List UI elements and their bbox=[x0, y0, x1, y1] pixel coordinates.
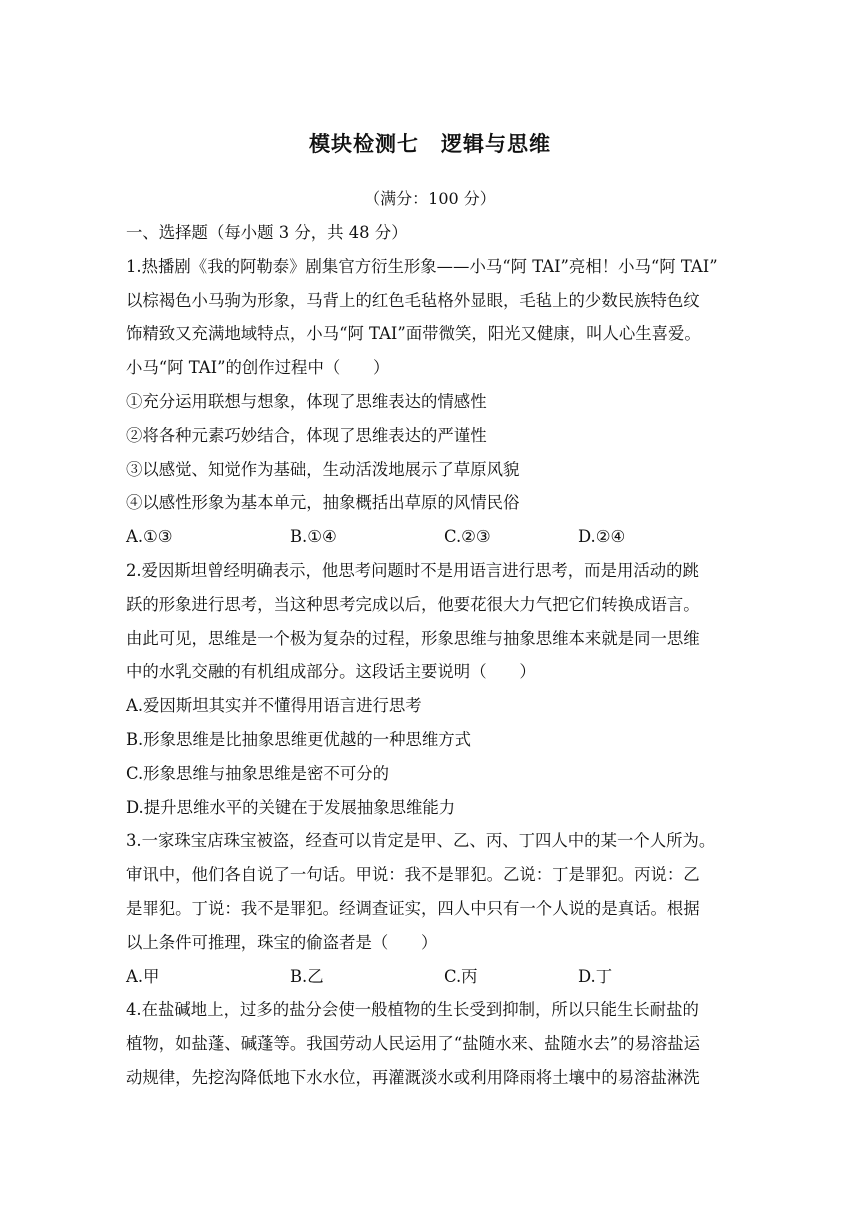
option-c: C.丙 bbox=[444, 966, 478, 986]
statement-item: ④以感性形象为基本单元，抽象概括出草原的风情民俗 bbox=[126, 493, 520, 513]
question-2 bbox=[126, 554, 746, 824]
choice-b: B.形象思维是比抽象思维更优越的一种思维方式 bbox=[126, 729, 472, 749]
option-a: A.①③ bbox=[126, 527, 173, 547]
question-text-line: 小马“阿 TAI”的创作过程中（ ） bbox=[126, 358, 390, 378]
question-text-line: 2.爱因斯坦曾经明确表示，他思考问题时不是用语言进行思考，而是用活动的跳 bbox=[126, 560, 699, 580]
question-1 bbox=[126, 250, 746, 554]
document-body bbox=[126, 216, 746, 1095]
answer-options bbox=[126, 960, 746, 994]
choice-c: C.形象思维与抽象思维是密不可分的 bbox=[126, 763, 390, 783]
question-text-line: 1.热播剧《我的阿勒泰》剧集官方衍生形象——小马“阿 TAI”亮相！小马“阿 TAI” bbox=[126, 256, 718, 276]
option-b: B.①④ bbox=[290, 527, 337, 547]
question-4 bbox=[126, 993, 746, 1094]
question-3 bbox=[126, 824, 746, 993]
question-text-line: 4.在盐碱地上，过多的盐分会使一般植物的生长受到抑制，所以只能生长耐盐的 bbox=[126, 1000, 699, 1020]
page-title: 模块检测七 逻辑与思维 bbox=[309, 131, 551, 156]
question-text-line: 由此可见，思维是一个极为复杂的过程，形象思维与抽象思维本来就是同一思维 bbox=[126, 628, 700, 648]
choice-d: D.提升思维水平的关键在于发展抽象思维能力 bbox=[126, 797, 456, 817]
score-note: （满分：100 分） bbox=[364, 189, 496, 208]
question-text-line: 植物，如盐蓬、碱蓬等。我国劳动人民运用了“盐随水来、盐随水去”的易溶盐运 bbox=[126, 1034, 701, 1054]
question-text-line: 动规律，先挖沟降低地下水水位，再灌溉淡水或利用降雨将土壤中的易溶盐淋洗 bbox=[126, 1067, 700, 1087]
answer-options bbox=[126, 520, 746, 554]
option-c: C.②③ bbox=[444, 527, 491, 547]
section-heading: 一、选择题（每小题 3 分，共 48 分） bbox=[126, 223, 408, 242]
question-text-line: 跃的形象进行思考，当这种思考完成以后，他要花很大力气把它们转换成语言。 bbox=[126, 594, 700, 614]
option-b: B.乙 bbox=[290, 966, 324, 986]
question-text-line: 是罪犯。丁说：我不是罪犯。经调查证实，四人中只有一个人说的是真话。根据 bbox=[126, 898, 700, 918]
question-text-line: 以上条件可推理，珠宝的偷盗者是（ ） bbox=[126, 932, 438, 952]
option-d: D.丁 bbox=[578, 966, 613, 986]
question-text-line: 中的水乳交融的有机组成部分。这段话主要说明（ ） bbox=[126, 662, 536, 682]
choice-a: A.爱因斯坦其实并不懂得用语言进行思考 bbox=[126, 696, 422, 716]
statement-item: ①充分运用联想与想象，体现了思维表达的情感性 bbox=[126, 391, 487, 411]
statement-item: ③以感觉、知觉作为基础，生动活泼地展示了草原风貌 bbox=[126, 459, 520, 479]
option-a: A.甲 bbox=[126, 966, 160, 986]
statement-item: ②将各种元素巧妙结合，体现了思维表达的严谨性 bbox=[126, 425, 487, 445]
question-text-line: 饰精致又充满地域特点，小马“阿 TAI”面带微笑，阳光又健康，叫人心生喜爱。 bbox=[126, 324, 701, 344]
question-text-line: 以棕褐色小马驹为形象，马背上的红色毛毡格外显眼，毛毡上的少数民族特色纹 bbox=[126, 290, 700, 310]
question-text-line: 3.一家珠宝店珠宝被盗，经查可以肯定是甲、乙、丙、丁四人中的某一个人所为。 bbox=[126, 831, 716, 851]
option-d: D.②④ bbox=[578, 527, 626, 547]
question-text-line: 审讯中，他们各自说了一句话。甲说：我不是罪犯。乙说：丁是罪犯。丙说：乙 bbox=[126, 865, 700, 885]
